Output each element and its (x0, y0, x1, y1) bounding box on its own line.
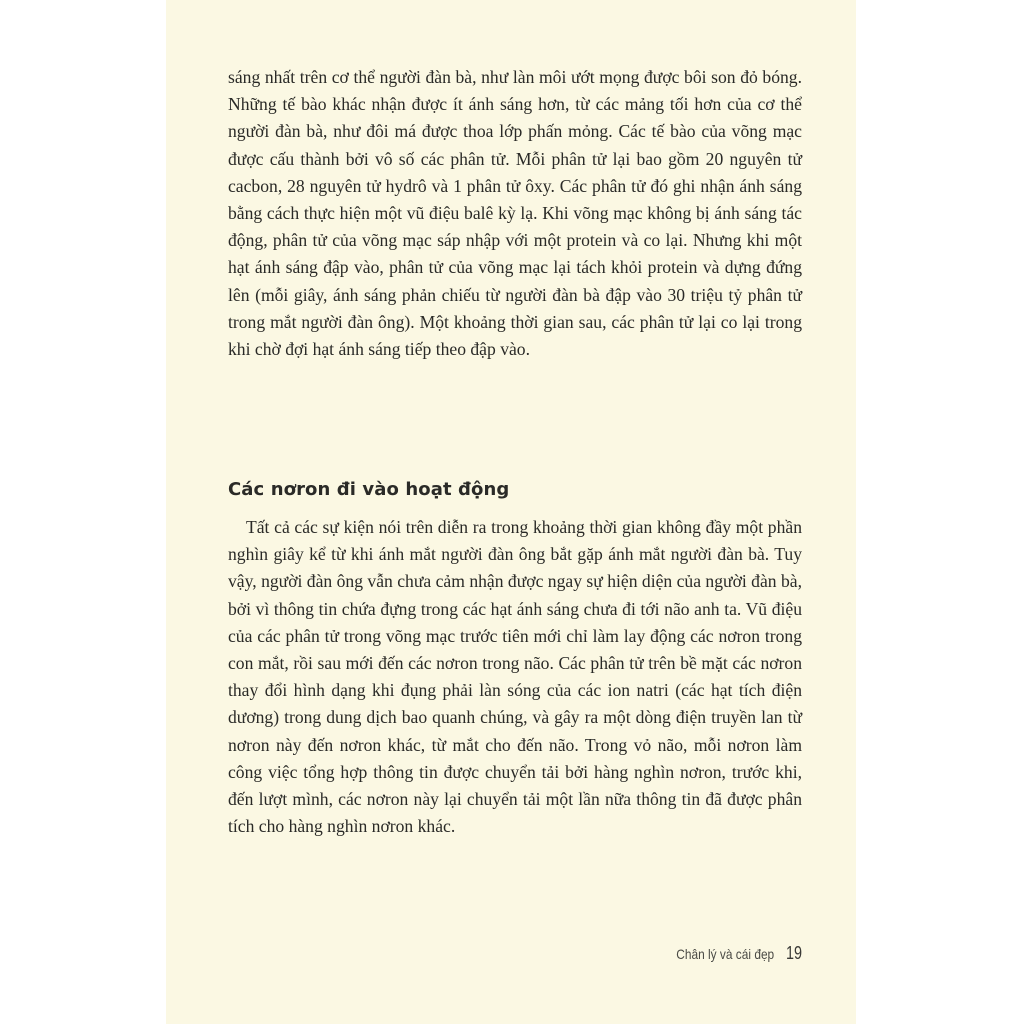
page-footer (659, 943, 806, 964)
book-page (166, 0, 856, 1024)
body-paragraph-2: Tất cả các sự kiện nói trên diễn ra trong khoảng thời gian không đầy một phần nghìn giây kể từ khi ánh mắt người đàn ông bắt gặp ánh mắt người đàn bà. Tuy vậy, người đàn ông vẫn chưa cảm nhận được ngay sự hiện diện của người đàn bà, bởi vì thông tin chứa đựng trong các hạt ánh sáng chưa đi tới não anh ta. Vũ điệu của các phân tử trong võng mạc trước tiên mới chỉ làm lay động các nơron trong con mắt, rồi sau mới đến các nơron trong não. Các phân tử trên bề mặt các nơron thay đổi hình dạng khi đụng phải làn sóng của các ion natri (các hạt tích điện dương) trong dung dịch bao quanh chúng, và gây ra một dòng điện truyền lan từ nơron này đến nơron khác, từ mắt cho đến não. Trong vỏ não, mỗi nơron làm công việc tổng hợp thông tin được chuyển tải bởi hàng nghìn nơron, trước khi, đến lượt mình, các nơron này lại chuyển tải một lần nữa thông tin đã được phân tích cho hàng nghìn nơron khác. (228, 517, 802, 837)
body-paragraph-1: sáng nhất trên cơ thể người đàn bà, như làn môi ướt mọng được bôi son đỏ bóng. Những tế bào khác nhận được ít ánh sáng hơn, từ các mảng tối hơn của cơ thể người đàn bà, như đôi má được thoa lớp phấn mỏng. Các tế bào của võng mạc được cấu thành bởi vô số các phân tử. Mỗi phân tử lại bao gồm 20 nguyên tử cacbon, 28 nguyên tử hydrô và 1 phân tử ôxy. Các phân tử đó ghi nhận ánh sáng bằng cách thực hiện một vũ điệu balê kỳ lạ. Khi võng mạc không bị ánh sáng tác động, phân tử của võng mạc sáp nhập với một protein và co lại. Nhưng khi một hạt ánh sáng đập vào, phân tử của võng mạc lại tách khỏi protein và dựng đứng lên (mỗi giây, ánh sáng phản chiếu từ người đàn bà đập vào 30 triệu tỷ phân tử trong mắt người đàn ông). Một khoảng thời gian sau, các phân tử lại co lại trong khi chờ đợi hạt ánh sáng tiếp theo đập vào. (228, 67, 802, 360)
page-number: 19 (785, 943, 802, 963)
section-heading: Các nơron đi vào hoạt động (228, 479, 510, 500)
running-title: Chân lý và cái đẹp (676, 946, 774, 962)
